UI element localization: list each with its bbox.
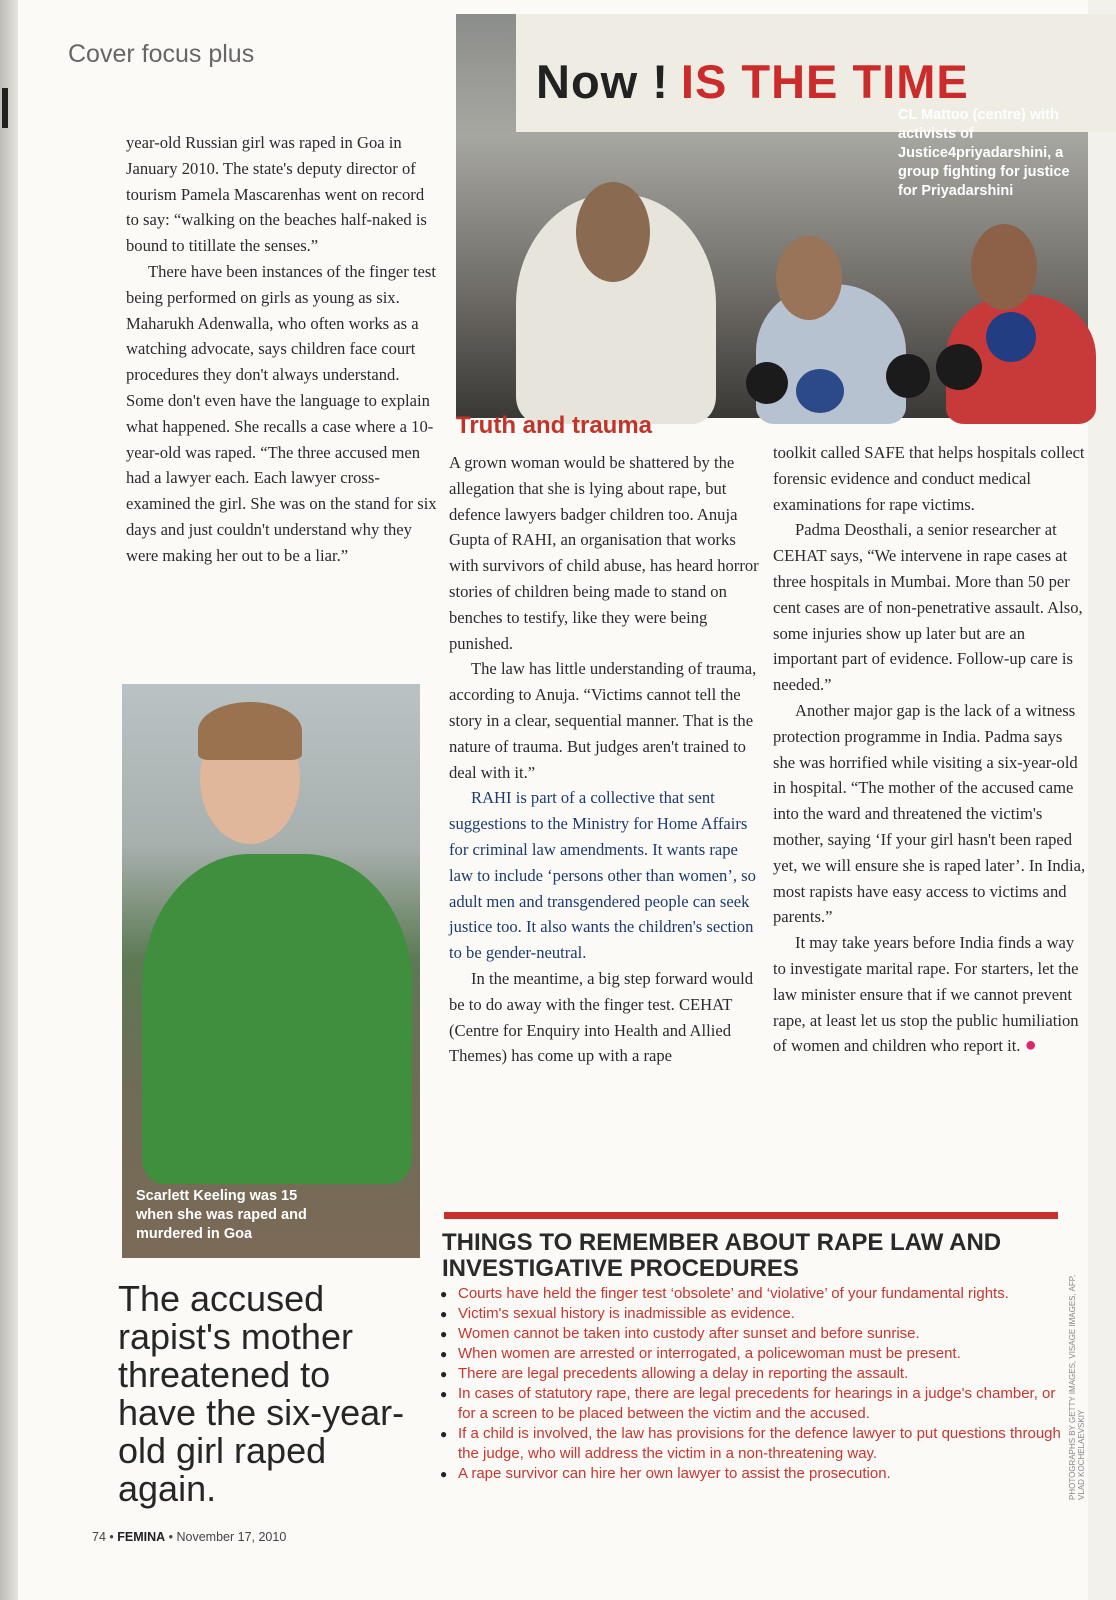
list-item: ● If a child is involved, the law has provisions for the defence lawyer to put questions through the judge, who will address the victim in a non-threatening way. <box>440 1424 1070 1464</box>
end-mark-icon: ● <box>1024 1034 1037 1057</box>
box-title: THINGS TO REMEMBER ABOUT RAPE LAW AND INVESTIGATIVE PROCEDURES <box>442 1229 1002 1282</box>
activist-left-head <box>576 182 650 282</box>
cl-mattoo-head <box>776 236 842 320</box>
press-conference-photo <box>456 14 1088 418</box>
photo-credits: PHOTOGRAPHS BY GETTY IMAGES, VISAGE IMAGES, AFP, VLAD KOCHELAEVSKIY <box>1068 1274 1086 1500</box>
paragraph: Padma Deosthali, a senior researcher at CEHAT says, “We intervene in rape cases at three hospitals in Mumbai. More than 50 per cent cases are of non-penetrative assault. Also, some injuries show up later but are an important part of evidence. Follow-up care is needed.” <box>773 520 1083 695</box>
list-item: ● Victim's sexual history is inadmissible as evidence. <box>440 1304 1070 1324</box>
banner-text-black: Now ! <box>536 55 669 108</box>
banner-text-red: IS THE TIME <box>680 55 969 108</box>
paragraph: RAHI is part of a collective that sent suggestions to the Ministry for Home Affairs for criminal law amendments. It wants rape law to include ‘persons other than women’, so adult men and transgendered people can seek justice too. It also wants the children's section to be gender-neutral. <box>449 788 756 963</box>
paragraph: A grown woman would be shattered by the allegation that she is lying about rape, but defence lawyers badger children too. Anuja Gupta of RAHI, an organisation that works with survivors of child abuse, has heard horror stories of children being made to stand on benches to testify, like they were being punished. <box>449 453 759 653</box>
microphone-icon <box>936 344 982 390</box>
list-item: ● Courts have held the finger test ‘obsolete’ and ‘violative’ of your fundamental rights. <box>440 1284 1070 1304</box>
closing-text: It may take years before India finds a way to investigate marital rape. For starters, let the law minister ensure that if we cannot prevent rape, at least let us stop the public humiliation of women and children who report it. <box>773 933 1079 1056</box>
activist-right-head <box>971 224 1037 310</box>
paragraph <box>773 930 1088 1059</box>
box-divider <box>444 1212 1058 1219</box>
article-column-3 <box>773 440 1088 1059</box>
microphone-icon <box>986 312 1036 362</box>
microphone-icon <box>746 362 788 404</box>
paragraph: year-old Russian girl was raped in Goa in January 2010. The state's deputy director of tourism Pamela Mascarenhas went on record to say: “walking on the beaches half-naked is bound to titillate the senses.” <box>126 133 427 256</box>
girl-hair <box>198 702 302 760</box>
subheading: Truth and trauma <box>456 412 653 439</box>
green-sweatshirt <box>142 854 412 1184</box>
paragraph: toolkit called SAFE that helps hospitals collect forensic evidence and conduct medical examinations for rape victims. <box>773 443 1085 514</box>
section-label: Cover focus plus <box>68 40 255 68</box>
banner-text <box>536 54 969 109</box>
page-number: 74 <box>92 1530 106 1544</box>
pull-quote: The accused rapist's mother threatened to have the six-year-old girl raped again. <box>118 1278 405 1509</box>
list-item: ● Women cannot be taken into custody after sunset and before sunrise. <box>440 1324 1070 1344</box>
binding-mark <box>2 88 8 128</box>
list-item: ● A rape survivor can hire her own lawyer to assist the prosecution. <box>440 1464 1070 1484</box>
paragraph: The law has little understanding of trauma, according to Anuja. “Victims cannot tell the story in a clear, sequential manner. That is the nature of trauma. But judges aren't trained to deal with it.” <box>449 659 757 782</box>
tips-list <box>440 1284 1070 1484</box>
article-column-1 <box>126 130 441 569</box>
photo-caption: CL Mattoo (centre) with activists of Justice4priyadarshini, a group fighting for justice for Priyadarshini <box>898 107 1070 199</box>
page-footer: 74 • FEMINA • November 17, 2010 <box>92 1530 287 1544</box>
microphone-icon <box>886 354 930 398</box>
scarlett-keeling-photo <box>122 684 420 1258</box>
list-item: ● There are legal precedents allowing a delay in reporting the assault. <box>440 1364 1070 1384</box>
page-gutter <box>0 0 18 1600</box>
microphone-icon <box>796 369 844 413</box>
magazine-name: FEMINA <box>117 1530 166 1544</box>
issue-date: November 17, 2010 <box>176 1530 287 1544</box>
photo-caption: Scarlett Keeling was 15 when she was raped and murdered in Goa <box>136 1188 307 1242</box>
paragraph: Another major gap is the lack of a witness protection programme in India. Padma says she was horrified while visiting a six-year-old in hospital. “The mother of the accused came into the ward and threatened the victim's mother, saying ‘If your girl hasn't been raped yet, we will ensure she is raped later’. In India, most rapists have easy access to victims and parents.” <box>773 700 1086 927</box>
article-column-2 <box>449 450 759 1069</box>
list-item: ● In cases of statutory rape, there are legal precedents for hearings in a judge's chamber, or for a screen to be placed between the victim and the accused. <box>440 1384 1070 1424</box>
list-item: ● When women are arrested or interrogated, a policewoman must be present. <box>440 1344 1070 1364</box>
paragraph: There have been instances of the finger test being performed on girls as young as six. Maharukh Adenwalla, who often works as a watching advocate, says children face court procedures they don't always understand. Some don't even have the language to explain what happened. She recalls a case where a 10-year-old was raped. “The three accused men had a lawyer each. Each lawyer cross-examined the girl. She was on the stand for six days and just couldn't understand why they were making her out to be a liar.” <box>126 261 437 565</box>
paragraph: In the meantime, a big step forward would be to do away with the finger test. CEHAT (Centre for Enquiry into Health and Allied Themes) has come up with a rape <box>449 968 754 1066</box>
